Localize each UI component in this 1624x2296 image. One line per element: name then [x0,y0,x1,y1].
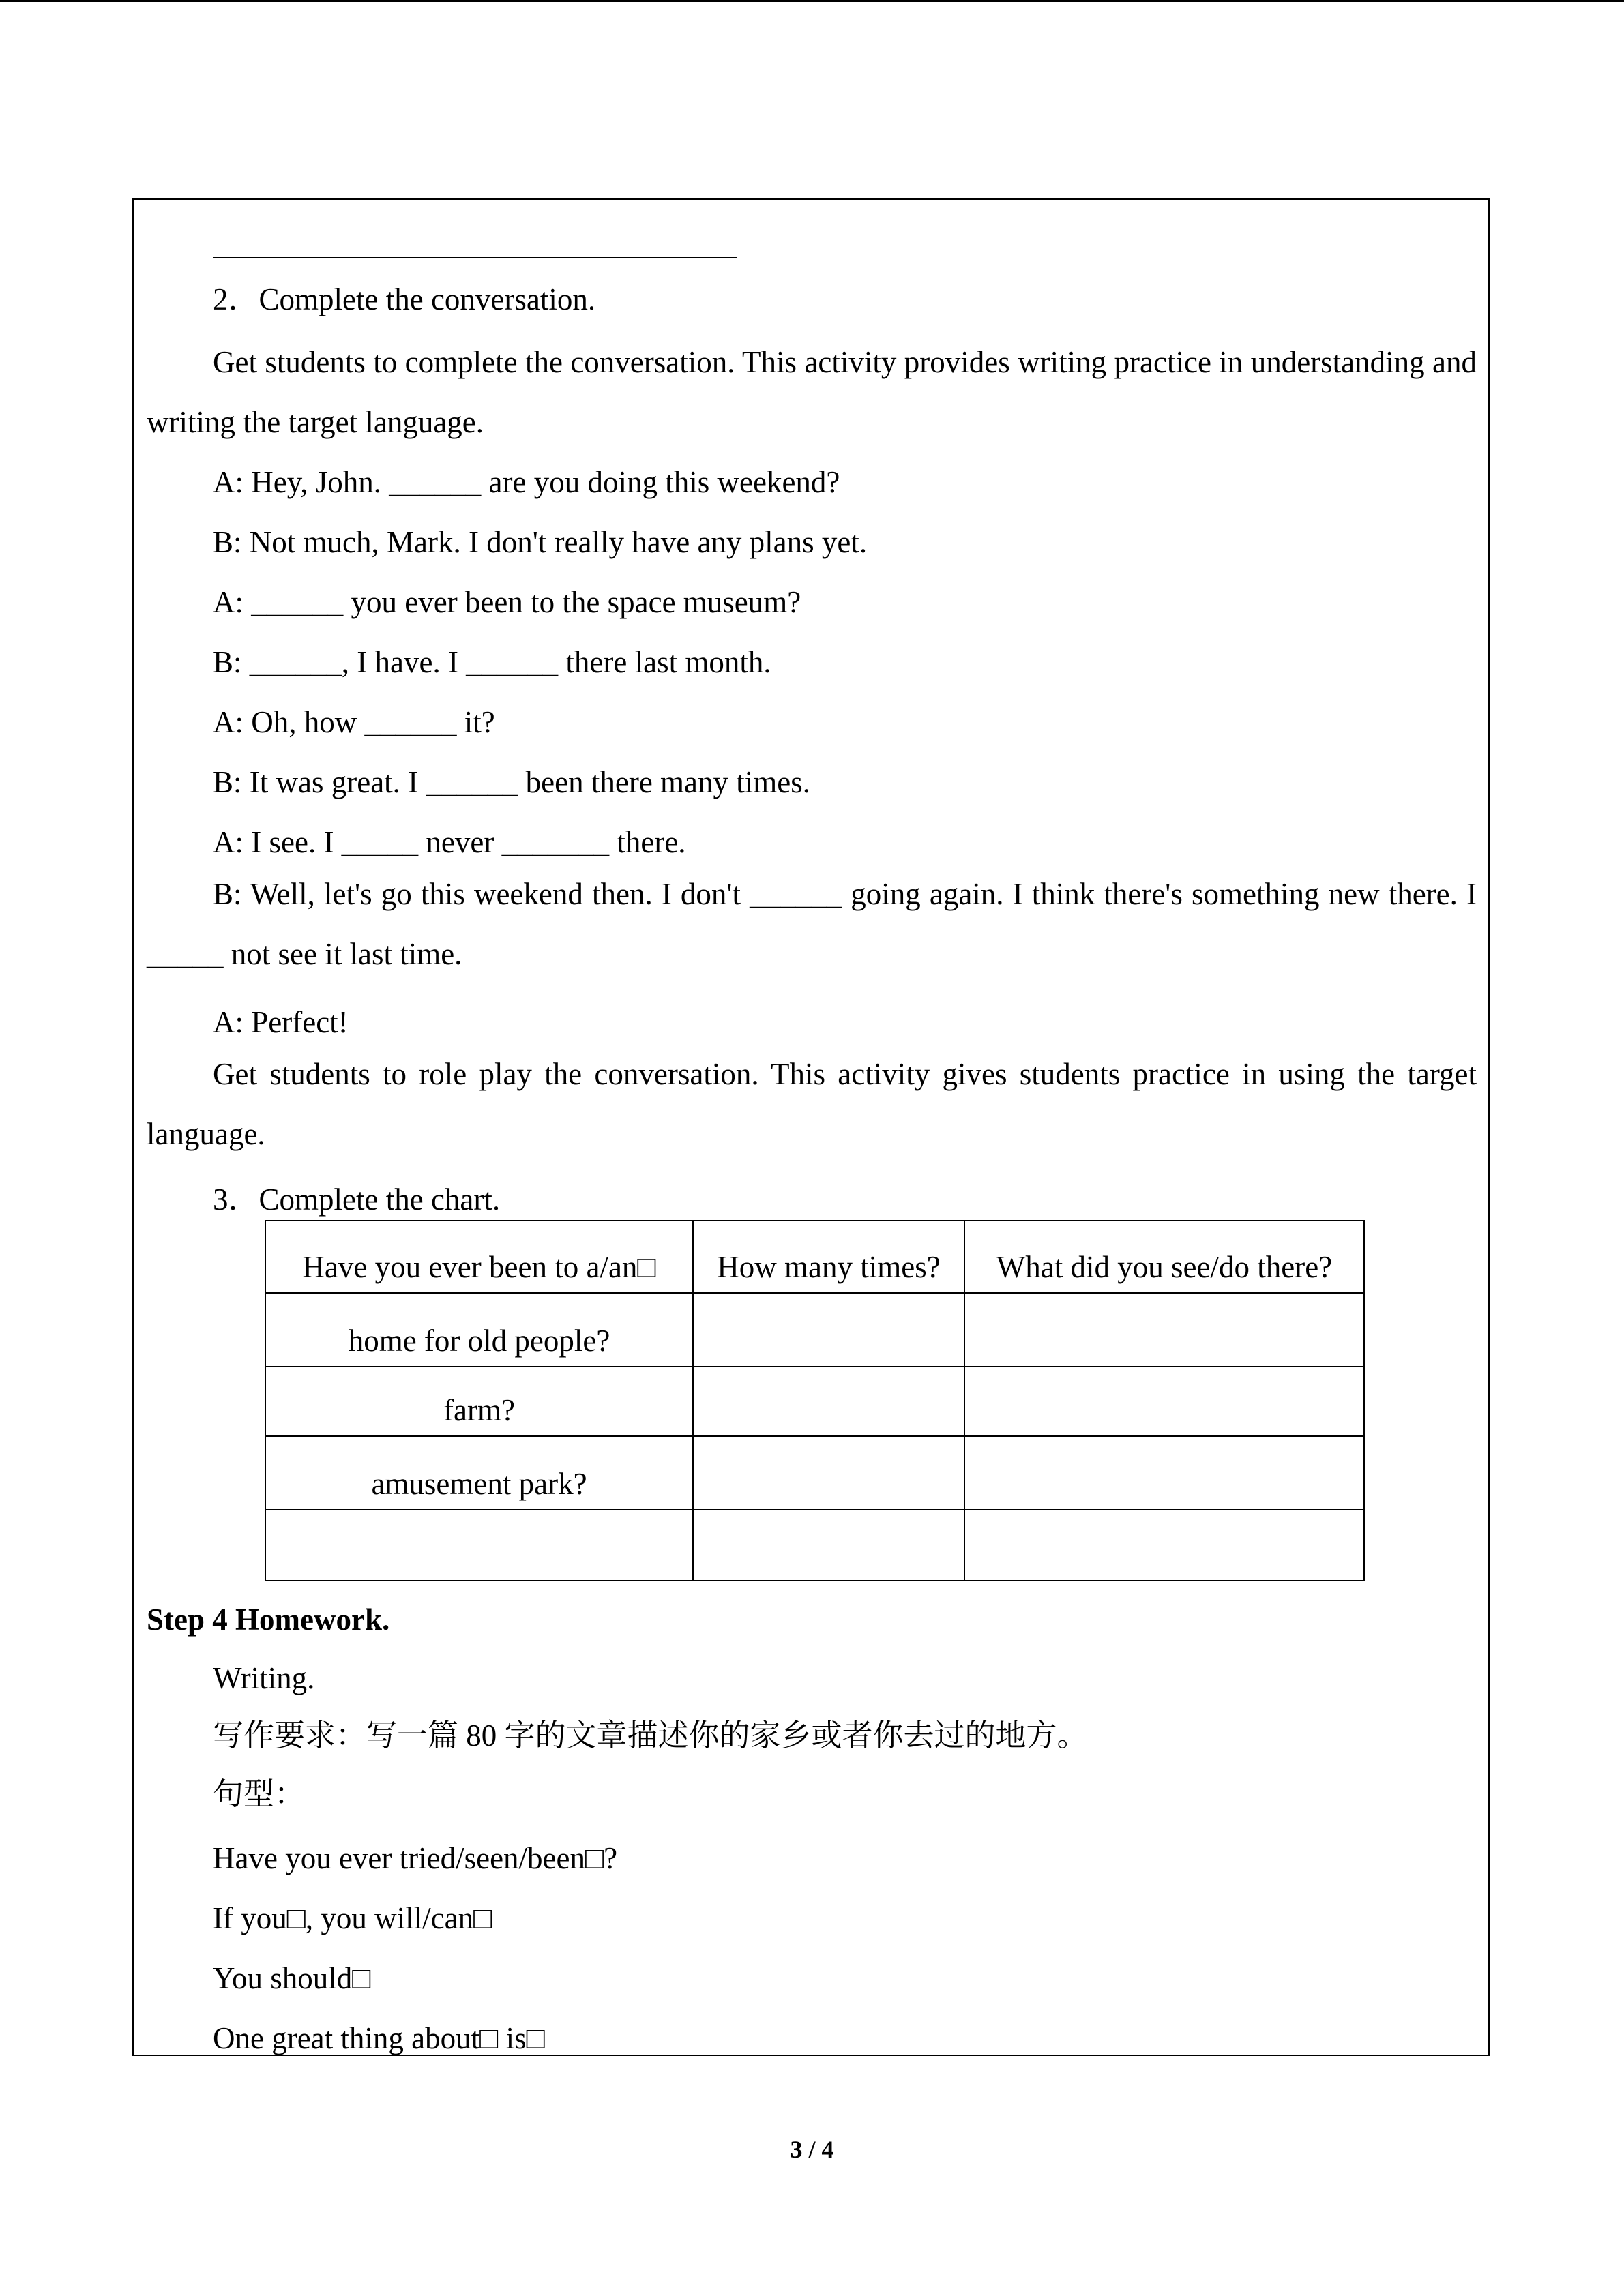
table-cell [693,1293,964,1367]
table-cell [693,1436,964,1510]
dialogue-line-7: A: I see. I _____ never _______ there. [213,825,686,859]
table-cell [265,1510,693,1581]
dialogue-line-1: A: Hey, John. ______ are you doing this weekend? [213,465,840,499]
table-row [265,1510,1364,1581]
dialogue-line-8: B: Well, let's go this weekend then. I don't ______ going again. I think there's something new there. I _____ not see it last time. [147,877,1477,971]
table-header-cell: Have you ever been to a/an□ [265,1221,693,1293]
dialogue-line-2: B: Not much, Mark. I don't really have any plans yet. [213,525,868,559]
table-cell: farm? [265,1367,693,1436]
table-row [265,1367,1364,1436]
pattern-item: If you□, you will/can□ [213,1901,492,1935]
dialogue-closing: A: Perfect! [213,1005,349,1039]
step4-heading: Step 4 Homework. [147,1602,390,1637]
roleplay-instruction: Get students to role play the conversation. This activity gives students practice in using the target language. [147,1057,1477,1151]
page-number: 3 / 4 [790,2136,834,2163]
section3-heading: 3．Complete the chart. [213,1182,501,1217]
section2-intro: Get students to complete the conversation. This activity provides writing practice in understanding and writing the target language. [147,345,1477,439]
pattern-item: One great thing about□ is□ [213,2021,545,2055]
table-header-row [265,1221,1364,1293]
answer-blank-line [213,257,737,258]
table-row [265,1293,1364,1367]
table-cell [693,1510,964,1581]
section2-heading: 2．Complete the conversation. [213,282,596,316]
table-cell [964,1510,1364,1581]
table-row [265,1436,1364,1510]
table-cell [964,1293,1364,1367]
chart-table [265,1220,1365,1581]
table-cell [693,1367,964,1436]
table-cell: home for old people? [265,1293,693,1367]
dialogue-line-3: A: ______ you ever been to the space museum? [213,585,801,619]
dialogue-line-5: A: Oh, how ______ it? [213,705,495,739]
table-cell [964,1367,1364,1436]
table-header-cell: What did you see/do there? [964,1221,1364,1293]
pattern-item: Have you ever tried/seen/been□? [213,1841,618,1875]
dialogue-line-6: B: It was great. I ______ been there many times. [213,765,811,799]
dialogue-line-4: B: ______, I have. I ______ there last month. [213,645,771,679]
patterns-label: 句型： [213,1777,306,1811]
table-cell [964,1436,1364,1510]
writing-requirement: 写作要求：写一篇 80 字的文章描述你的家乡或者你去过的地方。 [213,1718,1088,1753]
table-cell: amusement park? [265,1436,693,1510]
table-header-cell: How many times? [693,1221,964,1293]
pattern-item: You should□ [213,1961,371,1995]
writing-label: Writing. [213,1661,315,1695]
